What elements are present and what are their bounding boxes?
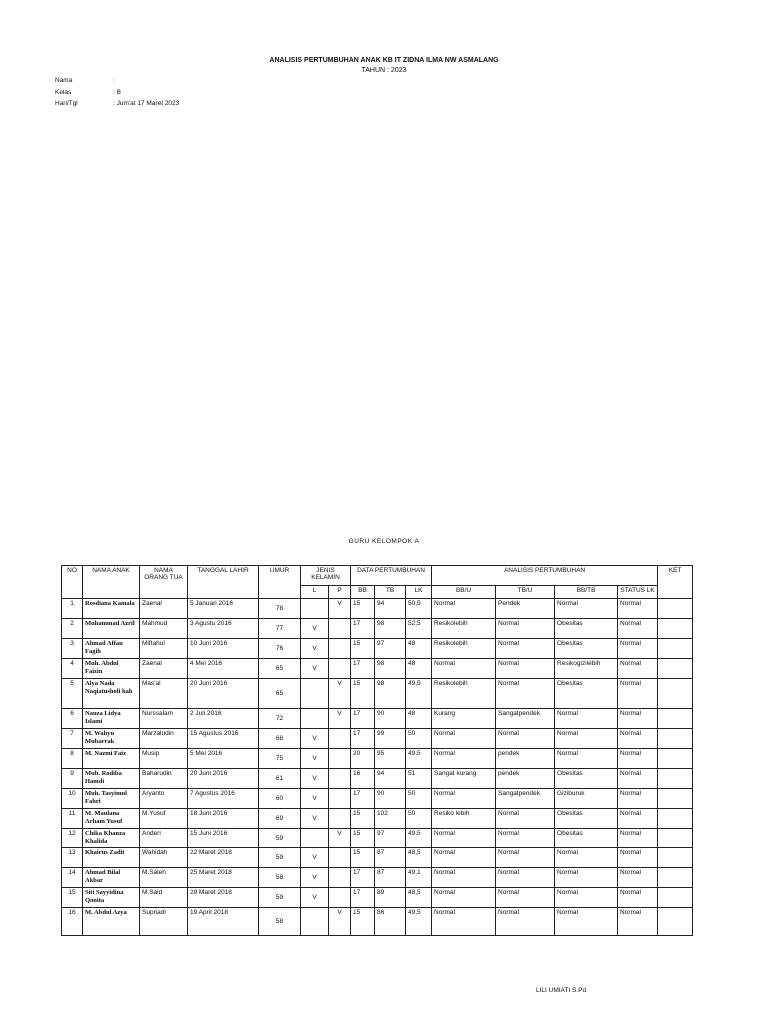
cell-tanggal-lahir: 29 Maret 2018 bbox=[188, 888, 259, 908]
header-tanggal-lahir: TANGGAL LAHIR bbox=[188, 566, 259, 599]
cell-ket bbox=[658, 908, 693, 936]
cell-umur: 65 bbox=[259, 679, 301, 709]
cell-bb-tb: Obesitas bbox=[555, 809, 618, 829]
cell-ket bbox=[658, 769, 693, 789]
cell-umur: 58 bbox=[259, 908, 301, 936]
cell-ket bbox=[658, 848, 693, 868]
cell-no: 16 bbox=[62, 908, 83, 936]
cell-bb-tb: Normal bbox=[555, 908, 618, 936]
cell-no: 9 bbox=[62, 769, 83, 789]
cell-tanggal-lahir: 25 Maret 2018 bbox=[188, 868, 259, 888]
cell-lk: 48,5 bbox=[406, 848, 432, 868]
cell-lk: 50 bbox=[406, 789, 432, 809]
cell-lk: 52,5 bbox=[406, 619, 432, 639]
cell-bb-u: Normal bbox=[432, 888, 496, 908]
cell-ket bbox=[658, 599, 693, 619]
cell-lk: 51 bbox=[406, 769, 432, 789]
cell-tb-u: Normal bbox=[496, 679, 555, 709]
cell-tb-u: pendek bbox=[496, 749, 555, 769]
cell-no: 10 bbox=[62, 789, 83, 809]
cell-no: 14 bbox=[62, 868, 83, 888]
cell-tb-u: Normal bbox=[496, 868, 555, 888]
cell-l: V bbox=[301, 639, 329, 659]
cell-l: V bbox=[301, 888, 329, 908]
cell-status-lk: Normal bbox=[618, 619, 658, 639]
cell-status-lk: Normal bbox=[618, 709, 658, 729]
cell-bb: 17 bbox=[351, 709, 375, 729]
table-row bbox=[62, 908, 693, 936]
header-bb-tb: BB/TB bbox=[555, 586, 618, 599]
cell-status-lk: Normal bbox=[618, 868, 658, 888]
cell-bb-u: Normal bbox=[432, 749, 496, 769]
cell-nama-orang-tua: Miftahul bbox=[140, 639, 188, 659]
cell-ket bbox=[658, 639, 693, 659]
table-row bbox=[62, 809, 693, 829]
cell-tb: 98 bbox=[375, 679, 406, 709]
cell-status-lk: Normal bbox=[618, 749, 658, 769]
cell-p bbox=[329, 848, 351, 868]
cell-nama-orang-tua: Mahmud bbox=[140, 619, 188, 639]
header-umur: UMUR bbox=[259, 566, 301, 599]
cell-no: 13 bbox=[62, 848, 83, 868]
cell-nama-anak: Alya Nada Naqiatusholi hah bbox=[83, 679, 140, 709]
cell-nama-orang-tua: Zaenal bbox=[140, 659, 188, 679]
cell-nama-orang-tua: M.Said bbox=[140, 888, 188, 908]
table-row bbox=[62, 888, 693, 908]
cell-nama-anak: M. Wahyu Mubarrak bbox=[83, 729, 140, 749]
cell-ket bbox=[658, 749, 693, 769]
cell-umur: 60 bbox=[259, 789, 301, 809]
cell-bb-tb: Normal bbox=[555, 888, 618, 908]
cell-ket bbox=[658, 868, 693, 888]
cell-status-lk: Normal bbox=[618, 639, 658, 659]
cell-tanggal-lahir: 4 Mei 2016 bbox=[188, 659, 259, 679]
cell-l: V bbox=[301, 809, 329, 829]
cell-tanggal-lahir: 5 Januari 2016 bbox=[188, 599, 259, 619]
cell-nama-orang-tua: Baharudin bbox=[140, 769, 188, 789]
meta-value: : B bbox=[113, 89, 121, 96]
cell-tb-u: Pendek bbox=[496, 599, 555, 619]
cell-bb-tb: Obesitas bbox=[555, 769, 618, 789]
cell-tanggal-lahir: 7 Agustus 2016 bbox=[188, 789, 259, 809]
cell-p bbox=[329, 888, 351, 908]
cell-tb: 95 bbox=[375, 749, 406, 769]
guru-label: GURU KELOMPOK A bbox=[348, 538, 420, 545]
cell-status-lk: Normal bbox=[618, 679, 658, 709]
cell-tb-u: pendek bbox=[496, 769, 555, 789]
header-tb: TB bbox=[375, 586, 406, 599]
cell-no: 4 bbox=[62, 659, 83, 679]
cell-bb-tb: Obesitas bbox=[555, 639, 618, 659]
cell-bb-tb: Normal bbox=[555, 599, 618, 619]
cell-bb: 15 bbox=[351, 639, 375, 659]
cell-bb-u: Normal bbox=[432, 908, 496, 936]
cell-l bbox=[301, 679, 329, 709]
cell-tanggal-lahir: 22 Maret 2018 bbox=[188, 848, 259, 868]
table-row bbox=[62, 769, 693, 789]
cell-l: V bbox=[301, 659, 329, 679]
cell-tb-u: Normal bbox=[496, 829, 555, 848]
cell-lk: 49,5 bbox=[406, 749, 432, 769]
cell-status-lk: Normal bbox=[618, 809, 658, 829]
table-row bbox=[62, 789, 693, 809]
cell-nama-orang-tua: Wahidah bbox=[140, 848, 188, 868]
cell-l: V bbox=[301, 729, 329, 749]
cell-nama-orang-tua: Anderi bbox=[140, 829, 188, 848]
cell-p: V bbox=[329, 599, 351, 619]
header-tb-u: TB/U bbox=[496, 586, 555, 599]
cell-umur: 58 bbox=[259, 868, 301, 888]
cell-tb-u: Normal bbox=[496, 659, 555, 679]
table-row bbox=[62, 659, 693, 679]
cell-ket bbox=[658, 709, 693, 729]
cell-no: 1 bbox=[62, 599, 83, 619]
cell-bb-tb: Obesitas bbox=[555, 829, 618, 848]
header-nama-anak: NAMA ANAK bbox=[83, 566, 140, 599]
meta-hari-tgl bbox=[55, 100, 179, 107]
cell-bb: 17 bbox=[351, 888, 375, 908]
cell-nama-orang-tua: M.Saleh bbox=[140, 868, 188, 888]
cell-ket bbox=[658, 888, 693, 908]
cell-umur: 75 bbox=[259, 749, 301, 769]
cell-bb: 17 bbox=[351, 729, 375, 749]
cell-p bbox=[329, 729, 351, 749]
cell-bb-u: Resiko lebih bbox=[432, 809, 496, 829]
cell-p bbox=[329, 789, 351, 809]
cell-tb: 90 bbox=[375, 709, 406, 729]
cell-lk: 50 bbox=[406, 729, 432, 749]
cell-nama-anak: Muh. Tasyimul Fahri bbox=[83, 789, 140, 809]
cell-nama-orang-tua: Zaenal bbox=[140, 599, 188, 619]
cell-nama-orang-tua: Mas'al bbox=[140, 679, 188, 709]
cell-tb-u: Sangatpendek bbox=[496, 709, 555, 729]
cell-bb-tb: Obesitas bbox=[555, 679, 618, 709]
cell-tb: 90 bbox=[375, 789, 406, 809]
cell-tb: 89 bbox=[375, 888, 406, 908]
header-l: L bbox=[301, 586, 329, 599]
header-p: P bbox=[329, 586, 351, 599]
document-title: ANALISIS PERTUMBUHAN ANAK KB IT ZIDNA ILMA NW ASMALANG bbox=[269, 57, 499, 64]
cell-bb: 15 bbox=[351, 809, 375, 829]
cell-no: 5 bbox=[62, 679, 83, 709]
cell-p: V bbox=[329, 908, 351, 936]
cell-tanggal-lahir: 19 April 2018 bbox=[188, 908, 259, 936]
cell-ket bbox=[658, 729, 693, 749]
cell-bb-tb: Resikogizilebih bbox=[555, 659, 618, 679]
cell-bb: 15 bbox=[351, 829, 375, 848]
cell-l: V bbox=[301, 619, 329, 639]
cell-p: V bbox=[329, 679, 351, 709]
cell-nama-anak: Muh. Abdul Faizin bbox=[83, 659, 140, 679]
cell-tb: 86 bbox=[375, 908, 406, 936]
cell-status-lk: Normal bbox=[618, 659, 658, 679]
cell-bb-tb: Obesitas bbox=[555, 619, 618, 639]
cell-tb: 98 bbox=[375, 659, 406, 679]
cell-tanggal-lahir: 15 Juni 2016 bbox=[188, 829, 259, 848]
cell-status-lk: Normal bbox=[618, 789, 658, 809]
cell-no: 15 bbox=[62, 888, 83, 908]
signature: LILI UMIATI S.Pd bbox=[536, 987, 587, 994]
cell-bb-u: Kurang bbox=[432, 709, 496, 729]
cell-nama-anak: Chika Khanza Khalida bbox=[83, 829, 140, 848]
cell-umur: 65 bbox=[259, 659, 301, 679]
table-row bbox=[62, 829, 693, 848]
cell-bb-u: Resikolebih bbox=[432, 619, 496, 639]
cell-lk: 49,5 bbox=[406, 908, 432, 936]
cell-p bbox=[329, 639, 351, 659]
table-row bbox=[62, 729, 693, 749]
cell-ket bbox=[658, 679, 693, 709]
cell-l: V bbox=[301, 769, 329, 789]
cell-l bbox=[301, 908, 329, 936]
cell-nama-orang-tua: Aryanto bbox=[140, 789, 188, 809]
cell-p bbox=[329, 769, 351, 789]
cell-lk: 50,5 bbox=[406, 599, 432, 619]
cell-lk: 48 bbox=[406, 709, 432, 729]
header-bb-u: BB/U bbox=[432, 586, 496, 599]
cell-tb: 94 bbox=[375, 769, 406, 789]
cell-bb-u: Normal bbox=[432, 599, 496, 619]
table-body bbox=[62, 599, 693, 936]
meta-value: : Jum'at 17 Maret 2023 bbox=[113, 100, 180, 107]
cell-umur: 78 bbox=[259, 599, 301, 619]
cell-nama-orang-tua: Nurssalam bbox=[140, 709, 188, 729]
cell-bb: 15 bbox=[351, 908, 375, 936]
cell-ket bbox=[658, 659, 693, 679]
header-data-pertumbuhan: DATA PERTUMBUHAN bbox=[351, 566, 432, 586]
cell-nama-anak: Siti Sayyidina Qonita bbox=[83, 888, 140, 908]
table-row bbox=[62, 749, 693, 769]
cell-tb: 87 bbox=[375, 848, 406, 868]
cell-status-lk: Normal bbox=[618, 729, 658, 749]
cell-bb: 15 bbox=[351, 848, 375, 868]
cell-no: 8 bbox=[62, 749, 83, 769]
cell-nama-anak: M. Abdul Azya bbox=[83, 908, 140, 936]
header-lk: LK bbox=[406, 586, 432, 599]
cell-tb-u: Normal bbox=[496, 888, 555, 908]
cell-lk: 48 bbox=[406, 639, 432, 659]
header-nama-orang-tua: NAMA ORANG TUA bbox=[140, 566, 188, 599]
cell-bb: 17 bbox=[351, 868, 375, 888]
cell-p bbox=[329, 868, 351, 888]
header-ket: KET bbox=[658, 566, 693, 599]
cell-bb-u: Normal bbox=[432, 848, 496, 868]
cell-l: V bbox=[301, 789, 329, 809]
table-row bbox=[62, 639, 693, 659]
meta-kelas bbox=[55, 89, 121, 96]
cell-umur: 77 bbox=[259, 619, 301, 639]
cell-bb-tb: Normal bbox=[555, 709, 618, 729]
cell-no: 12 bbox=[62, 829, 83, 848]
cell-ket bbox=[658, 619, 693, 639]
cell-tb-u: Normal bbox=[496, 619, 555, 639]
cell-tanggal-lahir: 20 Juni 2016 bbox=[188, 769, 259, 789]
cell-lk: 50 bbox=[406, 809, 432, 829]
cell-nama-anak: Muhammad Azril bbox=[83, 619, 140, 639]
header-no: NO bbox=[62, 566, 83, 599]
cell-bb-u: Normal bbox=[432, 829, 496, 848]
cell-p bbox=[329, 619, 351, 639]
cell-nama-orang-tua: Supriadi bbox=[140, 908, 188, 936]
table-header bbox=[62, 566, 693, 599]
cell-bb: 17 bbox=[351, 619, 375, 639]
cell-tb: 99 bbox=[375, 729, 406, 749]
table-row bbox=[62, 619, 693, 639]
cell-nama-anak: Ahmad Affan Fagih bbox=[83, 639, 140, 659]
cell-nama-anak: Nauza Lidya Islami bbox=[83, 709, 140, 729]
cell-bb-tb: Giziburuk bbox=[555, 789, 618, 809]
cell-bb-u: Resikolebih bbox=[432, 639, 496, 659]
cell-status-lk: Normal bbox=[618, 599, 658, 619]
cell-nama-anak: Muh. Rodiba Hamdi bbox=[83, 769, 140, 789]
cell-lk: 49,1 bbox=[406, 868, 432, 888]
cell-l: V bbox=[301, 868, 329, 888]
table-row bbox=[62, 679, 693, 709]
cell-l bbox=[301, 829, 329, 848]
header-analisis-pertumbuhan: ANALISIS PERTUMBUHAN bbox=[432, 566, 658, 586]
cell-tb-u: Normal bbox=[496, 639, 555, 659]
cell-status-lk: Normal bbox=[618, 908, 658, 936]
cell-no: 6 bbox=[62, 709, 83, 729]
cell-tb: 98 bbox=[375, 619, 406, 639]
cell-bb: 17 bbox=[351, 789, 375, 809]
cell-l: V bbox=[301, 848, 329, 868]
cell-nama-anak: Rosdiana Kamala bbox=[83, 599, 140, 619]
cell-tb: 87 bbox=[375, 868, 406, 888]
cell-ket bbox=[658, 829, 693, 848]
cell-bb-tb: Normal bbox=[555, 749, 618, 769]
cell-ket bbox=[658, 789, 693, 809]
cell-bb-u: Sangat kurang bbox=[432, 769, 496, 789]
cell-tanggal-lahir: 18 Juni 2016 bbox=[188, 809, 259, 829]
cell-umur: 59 bbox=[259, 888, 301, 908]
cell-umur: 68 bbox=[259, 729, 301, 749]
cell-bb-tb: Normal bbox=[555, 868, 618, 888]
cell-bb: 17 bbox=[351, 659, 375, 679]
cell-bb-u: Normal bbox=[432, 659, 496, 679]
meta-value: : bbox=[113, 77, 115, 84]
cell-bb: 20 bbox=[351, 749, 375, 769]
document-subtitle: TAHUN : 2023 bbox=[361, 67, 407, 74]
cell-umur: 61 bbox=[259, 769, 301, 789]
cell-bb-tb: Normal bbox=[555, 729, 618, 749]
cell-tanggal-lahir: 15 Agustus 2016 bbox=[188, 729, 259, 749]
cell-bb: 15 bbox=[351, 679, 375, 709]
cell-umur: 59 bbox=[259, 848, 301, 868]
cell-nama-orang-tua: Musip bbox=[140, 749, 188, 769]
cell-umur: 72 bbox=[259, 709, 301, 729]
cell-status-lk: Normal bbox=[618, 848, 658, 868]
table-row bbox=[62, 848, 693, 868]
cell-bb-u: Normal bbox=[432, 868, 496, 888]
cell-tanggal-lahir: 3 Agustu 2016 bbox=[188, 619, 259, 639]
cell-bb-u: Normal bbox=[432, 789, 496, 809]
cell-tb: 94 bbox=[375, 599, 406, 619]
growth-table bbox=[61, 565, 693, 936]
cell-bb: 16 bbox=[351, 769, 375, 789]
cell-tanggal-lahir: 20 Juni 2016 bbox=[188, 679, 259, 709]
cell-tanggal-lahir: 2 Juli 2016 bbox=[188, 709, 259, 729]
cell-no: 11 bbox=[62, 809, 83, 829]
cell-lk: 48,5 bbox=[406, 888, 432, 908]
cell-tb-u: Normal bbox=[496, 729, 555, 749]
cell-bb: 15 bbox=[351, 599, 375, 619]
cell-nama-anak: M. Nazmi Faiz bbox=[83, 749, 140, 769]
table-row bbox=[62, 599, 693, 619]
cell-nama-orang-tua: Marzaludin bbox=[140, 729, 188, 749]
cell-nama-anak: M. Maulana Arham Yusuf bbox=[83, 809, 140, 829]
cell-bb-u: Resikolebih bbox=[432, 679, 496, 709]
cell-nama-anak: Ahmad Bilal Akbar bbox=[83, 868, 140, 888]
cell-ket bbox=[658, 809, 693, 829]
cell-p: V bbox=[329, 709, 351, 729]
cell-p bbox=[329, 749, 351, 769]
cell-nama-anak: Khairus Zadit bbox=[83, 848, 140, 868]
cell-tb-u: Normal bbox=[496, 848, 555, 868]
table-row bbox=[62, 868, 693, 888]
cell-umur: 69 bbox=[259, 809, 301, 829]
header-bb: BB bbox=[351, 586, 375, 599]
cell-bb-tb: Normal bbox=[555, 848, 618, 868]
cell-no: 7 bbox=[62, 729, 83, 749]
cell-umur: 76 bbox=[259, 639, 301, 659]
cell-l bbox=[301, 709, 329, 729]
header-jenis-kelamin: JENIS KELAMIN bbox=[301, 566, 351, 586]
cell-tb: 97 bbox=[375, 639, 406, 659]
meta-label: Kelas bbox=[55, 89, 72, 96]
table-row bbox=[62, 709, 693, 729]
cell-status-lk: Normal bbox=[618, 769, 658, 789]
cell-l: V bbox=[301, 749, 329, 769]
cell-no: 2 bbox=[62, 619, 83, 639]
meta-label: Nama bbox=[55, 77, 73, 84]
cell-p bbox=[329, 809, 351, 829]
cell-nama-orang-tua: M.Yusuf bbox=[140, 809, 188, 829]
cell-tanggal-lahir: 10 Juni 2016 bbox=[188, 639, 259, 659]
cell-bb-u: Normal bbox=[432, 729, 496, 749]
cell-lk: 49,5 bbox=[406, 829, 432, 848]
cell-status-lk: Normal bbox=[618, 888, 658, 908]
cell-p: V bbox=[329, 829, 351, 848]
meta-label: Hari/Tgl bbox=[55, 100, 78, 107]
meta-nama bbox=[55, 77, 115, 84]
header-status-lk: STATUS LK bbox=[618, 586, 658, 599]
cell-tb-u: Normal bbox=[496, 809, 555, 829]
cell-tb-u: Normal bbox=[496, 908, 555, 936]
cell-umur: 59 bbox=[259, 829, 301, 848]
cell-tanggal-lahir: 5 Mei 2016 bbox=[188, 749, 259, 769]
cell-no: 3 bbox=[62, 639, 83, 659]
cell-p bbox=[329, 659, 351, 679]
cell-lk: 48 bbox=[406, 659, 432, 679]
cell-tb: 97 bbox=[375, 829, 406, 848]
cell-status-lk: Normal bbox=[618, 829, 658, 848]
cell-l bbox=[301, 599, 329, 619]
cell-tb-u: Sangatpendek bbox=[496, 789, 555, 809]
cell-tb: 102 bbox=[375, 809, 406, 829]
cell-lk: 49,5 bbox=[406, 679, 432, 709]
